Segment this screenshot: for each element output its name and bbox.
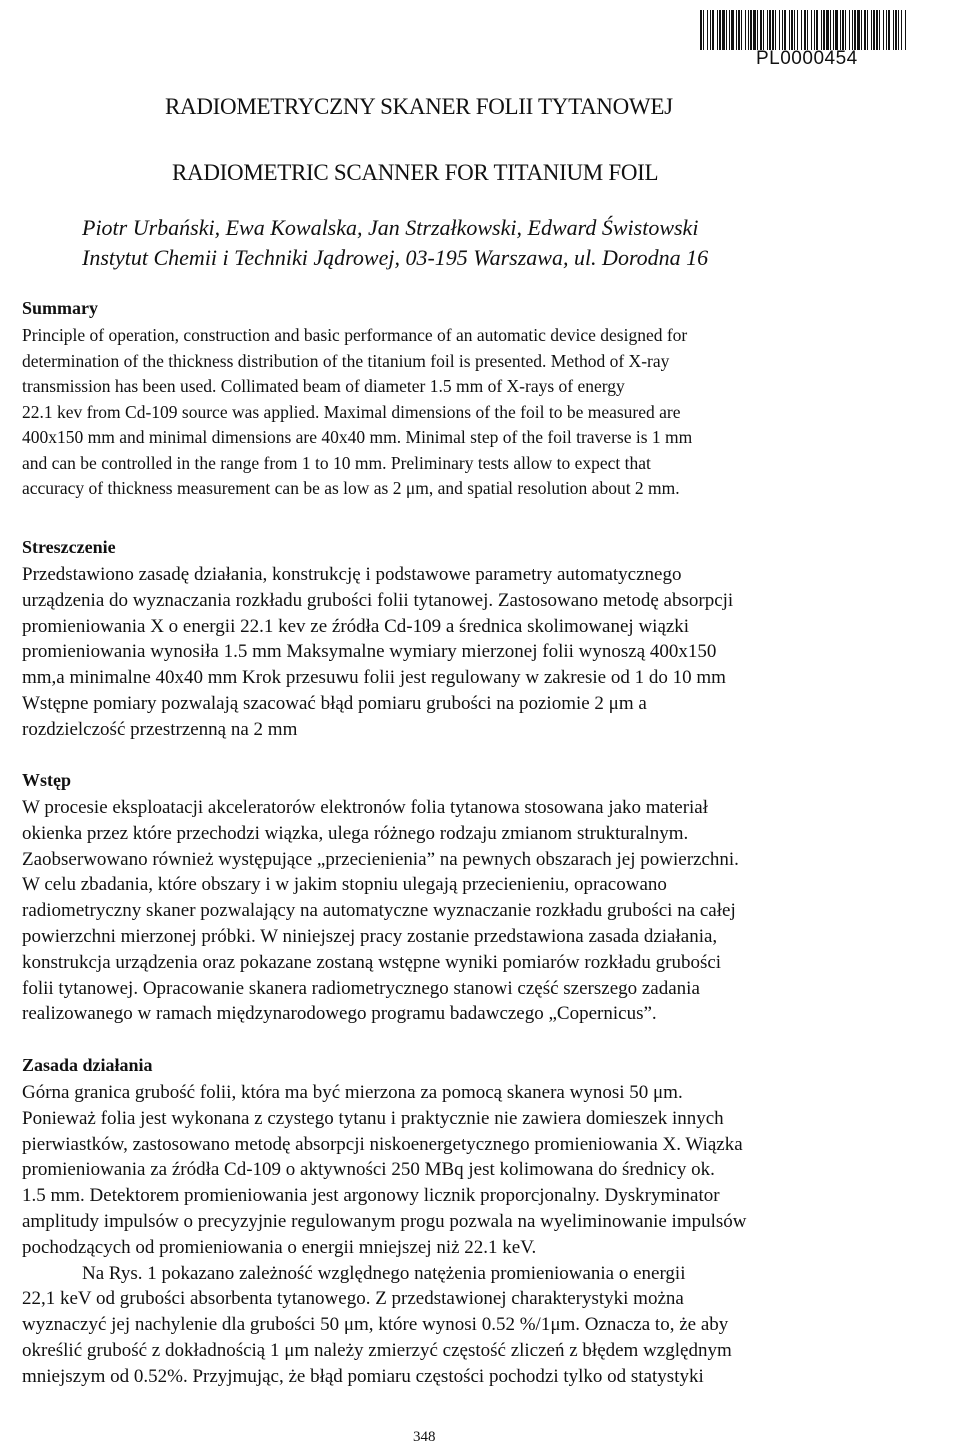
zasada-line: Na Rys. 1 pokazano zależność względnego natężenia promieniowania o energii bbox=[82, 1262, 686, 1284]
zasada-line: promieniowania za źródła Cd-109 o aktywności 250 MBq jest kolimowana do średnicy ok. bbox=[22, 1159, 715, 1181]
zasada-line: określić grubość z dokładnością 1 μm należy zmierzyć częstość zliczeń z błędem względnym bbox=[22, 1339, 732, 1361]
authors-block bbox=[82, 213, 708, 273]
wstep-line: realizowanego w ramach międzynarodowego programu badawczego „Copernicus”. bbox=[22, 1003, 657, 1025]
wstep-line: folii tytanowej. Opracowanie skanera radiometrycznego stanowi część szerszego zadania bbox=[22, 977, 700, 999]
zasada-line: 1.5 mm. Detektorem promieniowania jest argonowy licznik proporcjonalny. Dyskryminator bbox=[22, 1185, 720, 1207]
zasada-paragraph bbox=[22, 1080, 942, 1390]
streszczenie-line: urządzenia do wyznaczania rozkładu grubości folii tytanowej. Zastosowano metodę absorpcji bbox=[22, 589, 734, 611]
zasada-line: wyznaczyć jej nachylenie dla grubości 50 μm, które wynosi 0.52 %/1μm. Oznacza to, że aby bbox=[22, 1314, 729, 1336]
wstep-line: W celu zbadania, które obszary i w jakim stopniu ulegają przecienieniu, opracowano bbox=[22, 874, 667, 896]
zasada-line: 22,1 keV od grubości absorbenta tytanowego. Z przedstawionej charakterystyki można bbox=[22, 1288, 684, 1310]
summary-line: accuracy of thickness measurement can be as low as 2 μm, and spatial resolution about 2 mm. bbox=[22, 478, 680, 498]
author-names: Piotr Urbański, Ewa Kowalska, Jan Strzałkowski, Edward Świstowski bbox=[82, 215, 699, 240]
wstep-line: Zaobserwowano również występujące „przecienienia” na pewnych obszarach jej powierzchni. bbox=[22, 848, 739, 870]
document-id: PL0000454 bbox=[756, 48, 858, 69]
summary-line: Principle of operation, construction and basic performance of an automatic device designed for bbox=[22, 325, 688, 345]
summary-line: 22.1 kev from Cd-109 source was applied. Maximal dimensions of the foil to be measured are bbox=[22, 401, 681, 422]
summary-line: 400x150 mm and minimal dimensions are 40x40 mm. Minimal step of the foil traverse is 1 mm bbox=[22, 427, 693, 447]
summary-line: transmission has been used. Collimated beam of diameter 1.5 mm of X-rays of energy bbox=[22, 376, 625, 396]
zasada-line: mniejszym od 0.52%. Przyjmując, że błąd pomiaru częstości pochodzi tylko od statystyki bbox=[22, 1365, 704, 1387]
wstep-line: powierzchni mierzonej próbki. W niniejszej pracy zostanie przedstawiona zasada działania, bbox=[22, 925, 718, 947]
summary-line: determination of the thickness distribution of the titanium foil is presented. Method of X-ray bbox=[22, 350, 670, 371]
summary-line: and can be controlled in the range from 1 to 10 mm. Preliminary tests allow to expect that bbox=[22, 452, 651, 473]
wstep-paragraph bbox=[22, 795, 942, 1027]
wstep-line: konstrukcja urządzenia oraz pokazane zostaną wstępne wyniki pomiarów rozkładu grubości bbox=[22, 951, 722, 973]
wstep-line: W procesie eksploatacji akceleratorów elektronów folia tytanowa stosowana jako materiał bbox=[22, 797, 709, 818]
wstep-line: radiometryczny skaner pozwalający na automatyczne wyznaczanie rozkładu grubości na całej bbox=[22, 900, 736, 922]
zasada-heading: Zasada działania bbox=[22, 1055, 153, 1075]
streszczenie-line: promieniowania X o energii 22.1 kev ze źródła Cd-109 a średnica skolimowanej wiązki bbox=[22, 615, 690, 637]
affiliation: Instytut Chemii i Techniki Jądrowej, 03-195 Warszawa, ul. Dorodna 16 bbox=[82, 245, 709, 270]
zasada-line: pierwiastków, zastosowano metodę absorpcji niskoenergetycznego promieniowania X. Wiązka bbox=[22, 1133, 743, 1155]
zasada-line: Ponieważ folia jest wykonana z czystego tytanu i praktycznie nie zawiera domieszek innych bbox=[22, 1107, 724, 1129]
barcode bbox=[700, 10, 926, 50]
summary-heading: Summary bbox=[22, 298, 98, 318]
streszczenie-paragraph bbox=[22, 562, 942, 743]
summary-paragraph bbox=[22, 323, 942, 502]
page-number: 348 bbox=[413, 1429, 436, 1445]
wstep-line: okienka przez które przechodzi wiązka, ulega różnego rodzaju zmianom strukturalnym. bbox=[22, 822, 689, 844]
streszczenie-line: rozdzielczość przestrzenną na 2 mm bbox=[22, 718, 298, 740]
streszczenie-line: Przedstawiono zasadę działania, konstrukcję i podstawowe parametry automatycznego bbox=[22, 564, 682, 585]
title-polish: RADIOMETRYCZNY SKANER FOLII TYTANOWEJ bbox=[165, 94, 673, 119]
streszczenie-line: Wstępne pomiary pozwalają szacować błąd pomiaru grubości na poziomie 2 μm a bbox=[22, 692, 647, 714]
wstep-heading: Wstęp bbox=[22, 770, 71, 790]
streszczenie-line: promieniowania wynosiła 1.5 mm Maksymalne wymiary mierzonej folii wynoszą 400x150 bbox=[22, 641, 717, 663]
title-english: RADIOMETRIC SCANNER FOR TITANIUM FOIL bbox=[172, 160, 659, 185]
streszczenie-heading: Streszczenie bbox=[22, 537, 116, 557]
streszczenie-line: mm,a minimalne 40x40 mm Krok przesuwu folii jest regulowany w zakresie od 1 do 10 mm bbox=[22, 667, 726, 689]
zasada-line: Górna granica grubość folii, która ma być mierzona za pomocą skanera wynosi 50 μm. bbox=[22, 1082, 683, 1103]
zasada-line: amplitudy impulsów o precyzyjnie regulowanym progu pozwala na wyeliminowanie impulsów bbox=[22, 1210, 747, 1232]
zasada-line: pochodzących od promieniowania o energii mniejszej niż 22.1 keV. bbox=[22, 1236, 537, 1258]
